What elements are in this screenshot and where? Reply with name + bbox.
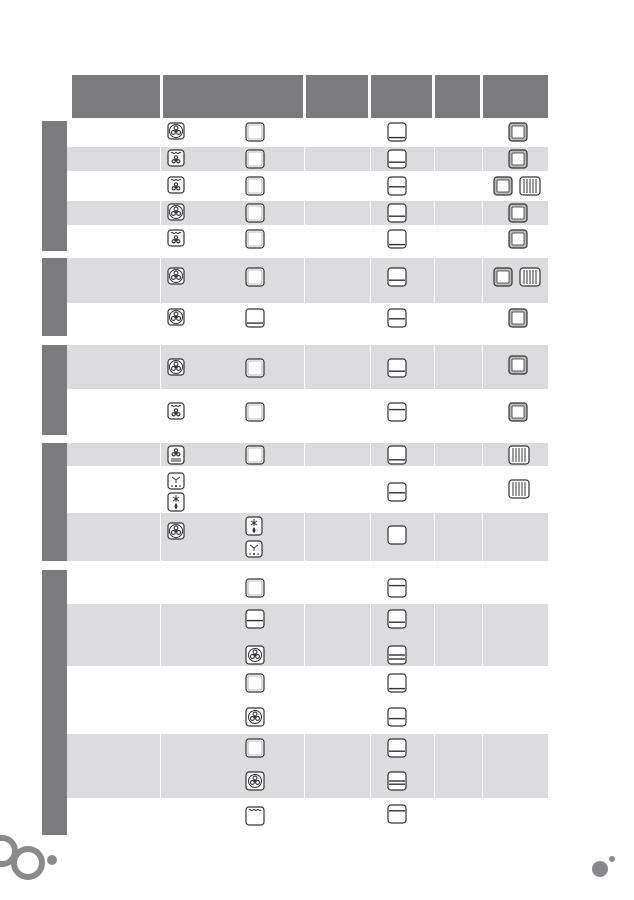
shelf-level-icon (245, 308, 265, 328)
defrost-icon (245, 540, 263, 558)
fan-icon (167, 203, 185, 221)
column-divider (370, 121, 371, 835)
shelf-level-icon (387, 673, 407, 693)
shelf-level-icon (387, 176, 407, 196)
shelf-level-icon (387, 149, 407, 169)
tray-icon (508, 355, 528, 375)
oven-shelf-icon (245, 203, 265, 223)
fan-icon (167, 122, 185, 140)
top-element-fan-icon (167, 402, 185, 420)
oven-shelf-icon (245, 358, 265, 378)
table-row-band (67, 734, 548, 798)
table-row-band (67, 513, 548, 561)
tray-icon (508, 149, 528, 169)
section-bar-5 (42, 570, 67, 835)
oven-fan-icon (245, 707, 265, 727)
table-row-band (67, 345, 548, 389)
shelf-level-icon (387, 203, 407, 223)
tray-icon (493, 176, 513, 196)
shelf-level-icon (387, 358, 407, 378)
oven-shelf-icon (245, 673, 265, 693)
shelf-level-icon (387, 771, 407, 791)
grill-rack-icon (508, 479, 530, 499)
header-cell-4 (371, 75, 432, 118)
top-element-fan-icon (167, 176, 185, 194)
bottom-element-fan-icon (167, 445, 185, 465)
tray-icon (508, 122, 528, 142)
shelf-level-icon (245, 609, 265, 629)
section-bar-3 (42, 345, 67, 435)
table-row-band (67, 443, 548, 466)
header-cell-2 (163, 75, 303, 118)
shelf-level-icon (387, 482, 407, 502)
oven-shelf-icon (245, 176, 265, 196)
section-bar-2 (42, 258, 67, 336)
shelf-level-icon (387, 229, 407, 249)
fan-icon (167, 522, 185, 540)
oven-shelf-icon (245, 267, 265, 287)
section-bar-1 (42, 121, 67, 251)
shelf-level-icon (387, 525, 407, 545)
defrost-drop-icon (167, 492, 185, 512)
header-cell-5 (435, 75, 480, 118)
header-cell-6 (483, 75, 548, 118)
oven-fan-icon (245, 771, 265, 791)
table-row-band (67, 201, 548, 225)
oven-fan-icon (245, 645, 265, 665)
top-element-fan-icon (167, 229, 185, 247)
table-row-band (67, 147, 548, 171)
column-divider (304, 121, 305, 835)
grill-rack-icon (519, 267, 541, 287)
tray-icon (508, 203, 528, 223)
column-divider (434, 121, 435, 835)
tray-icon (508, 229, 528, 249)
header-cell-3 (306, 75, 368, 118)
table-row-band (67, 604, 548, 666)
column-divider (160, 121, 161, 835)
oven-shelf-icon (245, 149, 265, 169)
fan-icon (167, 267, 185, 285)
oven-shelf-icon (245, 229, 265, 249)
shelf-level-icon (387, 645, 407, 665)
grill-rack-icon (519, 176, 541, 196)
oven-shelf-icon (245, 445, 265, 465)
oven-shelf-icon (245, 402, 265, 422)
header-cell-1 (72, 75, 160, 118)
shelf-level-icon (387, 707, 407, 727)
shelf-level-icon (387, 267, 407, 287)
oven-shelf-icon (245, 122, 265, 142)
top-element-fan-icon (167, 149, 185, 167)
shelf-level-icon (387, 738, 407, 758)
shelf-level-icon (387, 402, 407, 422)
shelf-level-icon (387, 308, 407, 328)
shelf-level-icon (387, 122, 407, 142)
table-row-band (67, 258, 548, 303)
column-divider (482, 121, 483, 835)
tray-icon (508, 308, 528, 328)
brand-dots-icon (588, 852, 618, 887)
tray-icon (493, 267, 513, 287)
shelf-level-icon (387, 804, 407, 824)
oven-shelf-icon (245, 738, 265, 758)
shelf-level-icon (387, 445, 407, 465)
shelf-level-icon (387, 609, 407, 629)
oven-top-element-icon (245, 806, 265, 826)
defrost-icon (167, 472, 185, 490)
brand-logo-icon (0, 833, 74, 898)
oven-shelf-icon (245, 578, 265, 598)
defrost-drop-icon (245, 516, 263, 536)
grill-rack-icon (508, 445, 530, 465)
tray-icon (508, 402, 528, 422)
section-bar-4 (42, 443, 67, 561)
fan-icon (167, 358, 185, 376)
shelf-level-icon (387, 578, 407, 598)
fan-icon (167, 308, 185, 326)
